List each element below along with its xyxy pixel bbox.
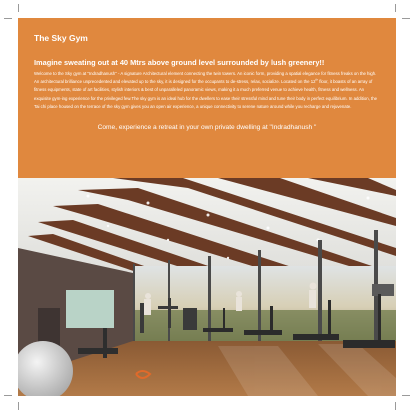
page-title: The Sky Gym: [34, 33, 88, 43]
body-text-part-1: Welcome to the Sky gym at "Indradhanush" - A signature Architectural element connecting the twin towers. An iconic form, providing a spatial elegance for fitness freaks on the high. An architectural brilliance unprecedented and elevated up to the sky, it is designed for the occupants to de-stress, relax, socialize. Located on the 12: [34, 71, 377, 85]
crop-mark-top-right-v: [395, 4, 396, 12]
text-panel: [18, 18, 396, 178]
body-paragraph: [34, 70, 380, 111]
foreground-bench: [78, 348, 118, 354]
tagline: Come, experience a retreat in your own private dwelling at "Indradhanush ": [97, 124, 317, 132]
crop-mark-top-left-h: [4, 18, 12, 19]
headline: Imagine sweating out at 40 Mtrs above ground level surrounded by lush greenery!!: [34, 58, 325, 67]
crop-mark-bottom-right-h: [402, 395, 410, 396]
body-text-part-2: floor, it boasts of an array of fitness equipments, state of art facilities, stylish interiors & best of unparalleled panoramic views, making it a much preferred venue to achieve health, fitness and wellness. An exquisite gym-ing experience for the privileged few.The sky gym is an ideal hub for the dwellers to ease their stressful mind and tune their body in perfect equilibrium. In addition, the Tai chi place housed on the terrace of the sky gym gives you an open air experience, a unique connectivity to serene nature around while you recharge and rejuvenate.: [34, 79, 377, 109]
crop-mark-bottom-right-v: [395, 402, 396, 410]
distant-greenery: [133, 310, 396, 341]
gym-interior-photo: [18, 178, 396, 396]
crop-mark-bottom-left-v: [18, 402, 19, 410]
crop-mark-bottom-left-h: [4, 395, 12, 396]
crop-mark-top-right-h: [402, 18, 410, 19]
wall-artwork: [66, 290, 114, 328]
floor-ordinal-suffix: th: [315, 77, 319, 82]
crop-mark-top-left-v: [18, 4, 19, 12]
